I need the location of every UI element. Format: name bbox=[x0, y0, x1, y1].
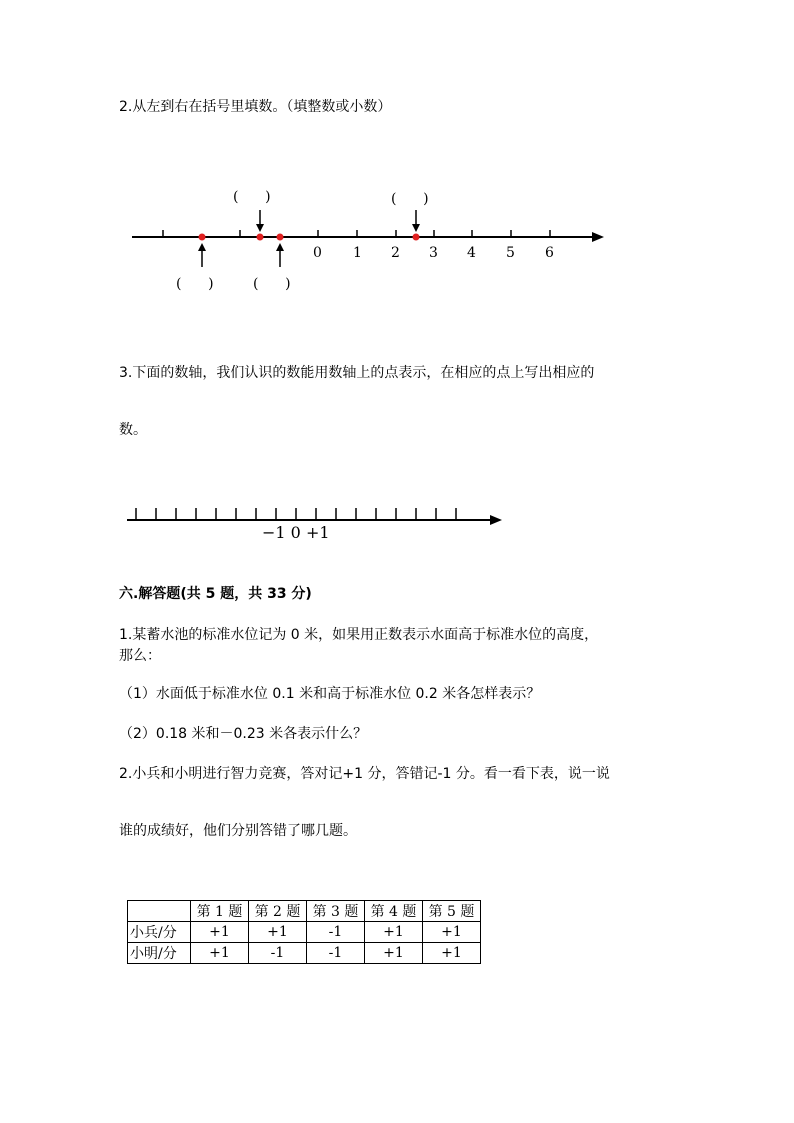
section-6-heading: 六.解答题(共 5 题，共 33 分) bbox=[119, 586, 312, 602]
q2-point-d bbox=[413, 234, 420, 241]
table-cell: -1 bbox=[307, 922, 365, 943]
q2-arrow-up-icon bbox=[276, 243, 284, 251]
q2-ticks bbox=[163, 230, 550, 237]
table-header-cell: 第 3 题 bbox=[307, 901, 365, 922]
table-cell: +1 bbox=[423, 922, 481, 943]
q2-title: 2.从左到右在括号里填数。（填整数或小数） bbox=[119, 99, 392, 115]
problem-1-sub1: （1）水面低于标准水位 0.1 米和高于标准水位 0.2 米各怎样表示？ bbox=[119, 686, 541, 702]
table-header-cell: 第 1 题 bbox=[191, 901, 249, 922]
score-table bbox=[127, 900, 481, 964]
table-row bbox=[128, 922, 481, 943]
q2-arrow-up-icon bbox=[198, 243, 206, 251]
table-header-cell: 第 5 题 bbox=[423, 901, 481, 922]
table-row-label: 小兵/分 bbox=[128, 922, 191, 943]
problem-1-sub2: （2）0.18 米和－0.23 米各表示什么？ bbox=[119, 726, 368, 742]
q2-tick-label-5: 5 bbox=[506, 245, 515, 261]
q2-arrow-down-icon bbox=[412, 224, 420, 232]
q2-point-b bbox=[257, 234, 264, 241]
q2-arrow-down-icon bbox=[256, 224, 264, 232]
table-cell: +1 bbox=[423, 943, 481, 964]
q2-blank-top-2: ( ) bbox=[391, 191, 429, 207]
q2-blank-top-1: ( ) bbox=[233, 189, 271, 205]
problem-2-line1: 2.小兵和小明进行智力竞赛，答对记+1 分，答错记-1 分。看一看下表，说一说 bbox=[119, 766, 610, 782]
table-cell: -1 bbox=[249, 943, 307, 964]
q2-tick-label-2: 2 bbox=[391, 245, 400, 261]
table-row bbox=[128, 943, 481, 964]
q3-axis-labels: −1 0 +1 bbox=[262, 523, 330, 542]
problem-1-line1: 1.某蓄水池的标准水位记为 0 米，如果用正数表示水面高于标准水位的高度， bbox=[119, 627, 599, 643]
table-header-row bbox=[128, 901, 481, 922]
table-cell: -1 bbox=[307, 943, 365, 964]
table-cell: +1 bbox=[191, 922, 249, 943]
table-cell: +1 bbox=[191, 943, 249, 964]
problem-1-line2: 那么： bbox=[119, 648, 161, 664]
q2-tick-label-3: 3 bbox=[429, 245, 438, 261]
q2-point-a bbox=[199, 234, 206, 241]
q2-axis-arrowhead bbox=[592, 232, 604, 242]
table-header-cell: 第 4 题 bbox=[365, 901, 423, 922]
q2-tick-label-0: 0 bbox=[313, 245, 322, 261]
q2-blank-bottom-1: ( ) bbox=[176, 276, 214, 292]
q2-tick-label-6: 6 bbox=[545, 245, 554, 261]
table-cell: +1 bbox=[249, 922, 307, 943]
q3-axis-arrowhead bbox=[490, 515, 502, 525]
q2-tick-label-4: 4 bbox=[467, 245, 476, 261]
q3-line2: 数。 bbox=[119, 422, 147, 438]
q2-point-c bbox=[277, 234, 284, 241]
table-header-cell bbox=[128, 901, 191, 922]
table-row-label: 小明/分 bbox=[128, 943, 191, 964]
problem-2-line2: 谁的成绩好，他们分别答错了哪几题。 bbox=[119, 823, 357, 839]
q3-line1: 3.下面的数轴，我们认识的数能用数轴上的点表示，在相应的点上写出相应的 bbox=[119, 365, 595, 381]
q2-blank-bottom-2: ( ) bbox=[253, 276, 291, 292]
table-cell: +1 bbox=[365, 922, 423, 943]
table-header-cell: 第 2 题 bbox=[249, 901, 307, 922]
q2-tick-label-1: 1 bbox=[353, 245, 362, 261]
q3-ticks bbox=[136, 508, 456, 520]
table-cell: +1 bbox=[365, 943, 423, 964]
